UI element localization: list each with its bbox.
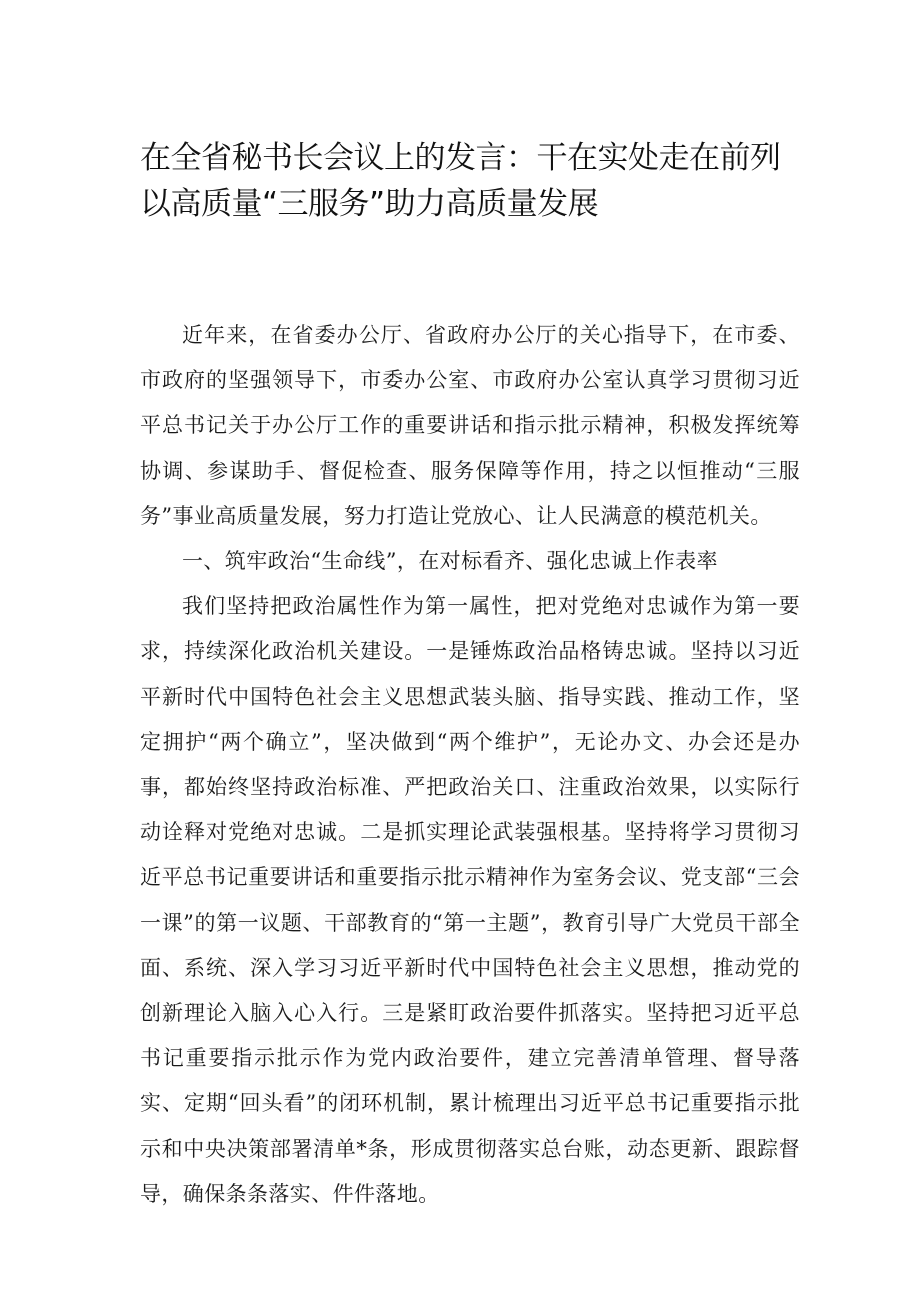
document-title-line-2: 以高质量“三服务”助力高质量发展 (140, 186, 599, 222)
paragraph-intro: 近年来，在省委办公厅、省政府办公厅的关心指导下，在市委、市政府的坚强领导下，市委办公室、市政府办公室认真学习贯彻习近平总书记关于办公厅工作的重要讲话和指示批示精神，积极发挥统筹协调、参谋助手、督促检查、服务保障等作用，持之以恒推动“三服务”事业高质量发展，努力打造让党放心、让人民满意的模范机关。 (140, 323, 800, 528)
section-heading-1: 一、筑牢政治“生命线”，在对标看齐、强化忠诚上作表率 (182, 549, 718, 574)
document-title-line-1: 在全省秘书长会议上的发言：干在实处走在前列 (140, 140, 781, 176)
document-body (140, 313, 800, 1217)
paragraph-section-1: 我们坚持把政治属性作为第一属性，把对党绝对忠诚作为第一要求，持续深化政治机关建设。一是锤炼政治品格铸忠诚。坚持以习近平新时代中国特色社会主义思想武装头脑、指导实践、推动工作，坚定拥护“两个确立”，坚决做到“两个维护”，无论办文、办会还是办事，都始终坚持政治标准、严把政治关口、注重政治效果，以实际行动诠释对党绝对忠诚。二是抓实理论武装强根基。坚持将学习贯彻习近平总书记重要讲话和重要指示批示精神作为室务会议、党支部“三会一课”的第一议题、干部教育的“第一主题”，教育引导广大党员干部全面、系统、深入学习习近平新时代中国特色社会主义思想，推动党的创新理论入脑入心入行。三是紧盯政治要件抓落实。坚持把习近平总书记重要指示批示作为党内政治要件，建立完善清单管理、督导落实、定期“回头看”的闭环机制，累计梳理出习近平总书记重要指示批示和中央决策部署清单*条，形成贯彻落实总台账，动态更新、跟踪督导，确保条条落实、件件落地。 (140, 594, 800, 1206)
